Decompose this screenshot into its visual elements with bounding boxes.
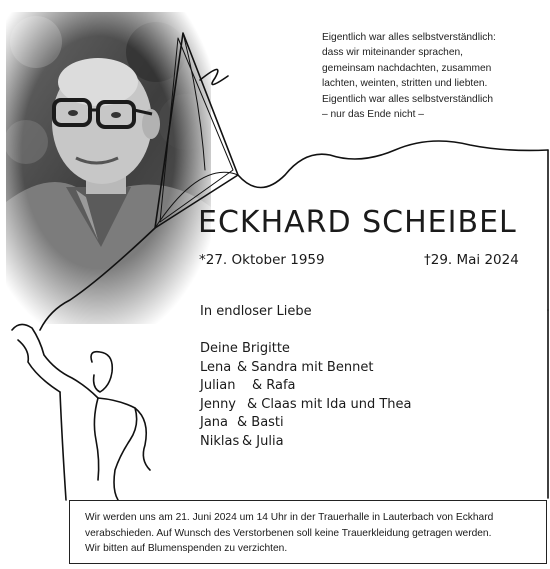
poem [322, 30, 542, 122]
funeral-notice-box [69, 500, 547, 564]
list-item [200, 340, 412, 359]
list-item [200, 396, 412, 415]
poem-line: lachten, weinten, stritten und liebten. [322, 78, 488, 90]
family-partner: & Rafa [252, 378, 296, 394]
birth-date: *27. Oktober 1959 [199, 252, 325, 268]
family-member: Jenny [200, 396, 237, 412]
list-item [200, 359, 412, 378]
poem-line: dass wir miteinander sprachen, [322, 47, 463, 59]
family-member: Jana [200, 415, 229, 431]
family-list [200, 340, 412, 452]
family-member: Niklas [200, 433, 240, 449]
poem-line: Eigentlich war alles selbstverständlich [322, 93, 494, 105]
poem-line: – nur das Ende nicht – [322, 109, 424, 121]
family-member: Lena [200, 359, 232, 375]
family-member: Deine Brigitte [200, 341, 290, 356]
portrait-photo [6, 12, 211, 324]
notice-line: verabschieden. Auf Wunsch des Verstorbenen soll keine Trauerkleidung getragen werden. [85, 527, 492, 539]
poem-line: Eigentlich war alles selbstverständlich: [322, 32, 496, 43]
intro-text: In endloser Liebe [200, 304, 312, 319]
deceased-name: ECKHARD SCHEIBEL [198, 205, 517, 240]
notice-line: Wir werden uns am 21. Juni 2024 um 14 Uhr in der Trauerhalle in Lauterbach von Eckhard [85, 512, 494, 523]
poem-line: gemeinsam nachdachten, zusammen [322, 62, 492, 74]
family-partner: & Basti [237, 415, 284, 431]
family-partner: & Julia [242, 433, 284, 449]
list-item [200, 377, 412, 396]
family-member: Julian [200, 378, 236, 394]
list-item [200, 433, 412, 452]
list-item [200, 414, 412, 433]
family-partner: & Sandra mit Bennet [237, 359, 374, 375]
death-date: †29. Mai 2024 [424, 252, 519, 268]
family-partner: & Claas mit Ida und Thea [247, 396, 412, 412]
notice-line: Wir bitten auf Blumenspenden zu verzichten. [85, 543, 288, 555]
